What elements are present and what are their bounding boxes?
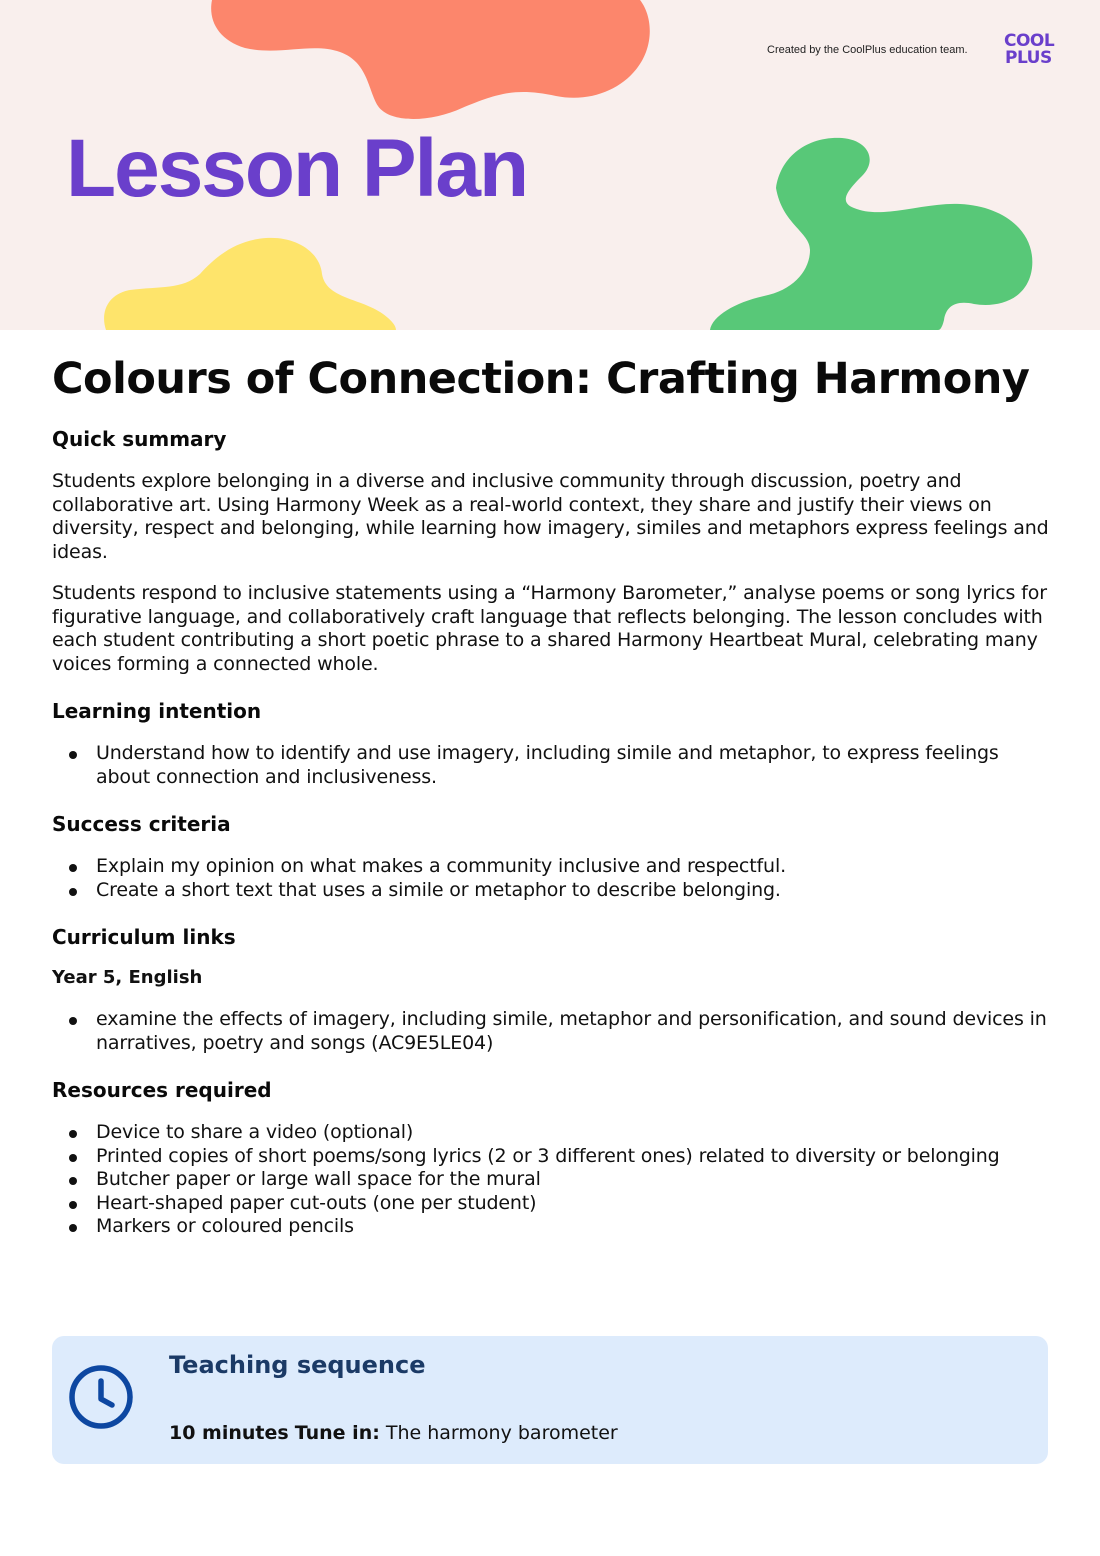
credit-text: Created by the CoolPlus education team. <box>767 44 968 56</box>
step-phase: Tune in: <box>294 1422 380 1444</box>
curriculum-links-list <box>52 1008 1052 1055</box>
clock-icon <box>68 1364 134 1430</box>
learning-intention-heading: Learning intention <box>52 699 262 723</box>
quick-summary-heading: Quick summary <box>52 427 227 451</box>
list-item: Create a short text that uses a simile or metaphor to describe belonging. <box>52 879 1052 903</box>
list-item: Explain my opinion on what makes a community inclusive and respectful. <box>52 855 1052 879</box>
logo-line-1: COOL <box>1004 31 1055 51</box>
resources-list <box>52 1121 1052 1239</box>
curriculum-year-subheading: Year 5, English <box>52 967 203 988</box>
page-title: Lesson Plan <box>66 123 528 214</box>
lesson-title: Colours of Connection: Crafting Harmony <box>52 354 1030 404</box>
list-item: Butcher paper or large wall space for the mural <box>52 1168 1052 1192</box>
learning-intention-list <box>52 742 1052 789</box>
success-criteria-heading: Success criteria <box>52 812 231 836</box>
curriculum-links-heading: Curriculum links <box>52 925 236 949</box>
list-item: Markers or coloured pencils <box>52 1215 1052 1239</box>
coral-paint-blob <box>200 0 660 125</box>
success-criteria-list <box>52 855 1052 902</box>
page-header <box>0 0 1100 330</box>
summary-paragraph-2: Students respond to inclusive statements using a “Harmony Barometer,” analyse poems or song lyrics for figurative language, and collaboratively craft language that reflects belonging. The lesson concludes with each student contributing a short poetic phrase to a shared Harmony Heartbeat Mural, celebrating many voices forming a connected whole. <box>52 582 1047 675</box>
step-duration: 10 minutes <box>169 1422 289 1444</box>
teaching-sequence-heading: Teaching sequence <box>169 1351 426 1379</box>
step-activity: The harmony barometer <box>385 1422 618 1444</box>
list-item: Device to share a video (optional) <box>52 1121 1052 1145</box>
yellow-paint-blob <box>100 236 400 330</box>
list-item: examine the effects of imagery, including simile, metaphor and personification, and sound devices in narratives, poetry and songs (AC9E5LE04) <box>52 1008 1052 1055</box>
summary-paragraph-1: Students explore belonging in a diverse and inclusive community through discussion, poetry and collaborative art. Using Harmony Week as a real-world context, they share and justify their views on diversity, respect and belonging, while learning how imagery, similes and metaphors express feelings and ideas. <box>52 470 1049 563</box>
list-item: Heart-shaped paper cut-outs (one per student) <box>52 1192 1052 1216</box>
list-item: Understand how to identify and use imagery, including simile and metaphor, to express feelings about connection and inclusiveness. <box>52 742 1052 789</box>
teaching-sequence-card <box>52 1336 1048 1464</box>
logo-line-2: PLUS <box>1005 48 1052 68</box>
list-item: Printed copies of short poems/song lyrics (2 or 3 different ones) related to diversity or belonging <box>52 1145 1052 1169</box>
resources-heading: Resources required <box>52 1078 272 1102</box>
coolplus-logo <box>1004 33 1068 73</box>
lesson-content <box>52 350 1052 1239</box>
green-paint-blob <box>706 132 1040 330</box>
sequence-step <box>169 1422 618 1444</box>
